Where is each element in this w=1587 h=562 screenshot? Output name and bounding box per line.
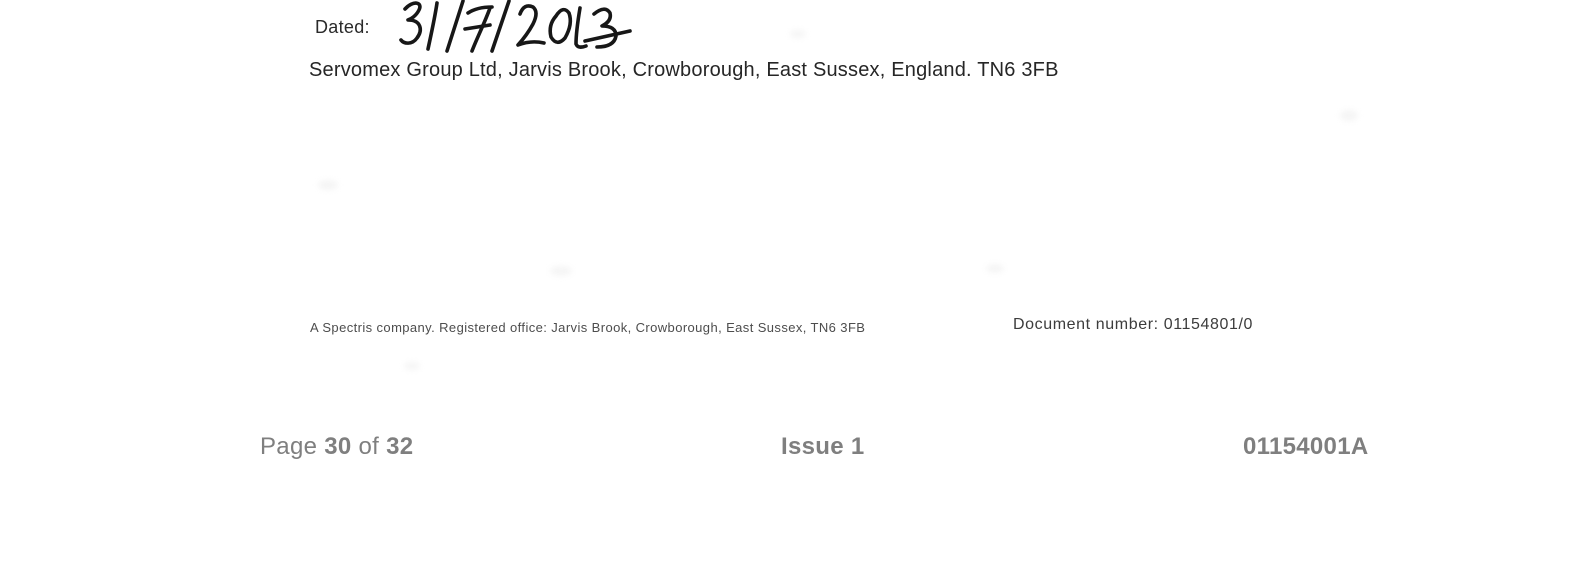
- of-label: of: [358, 433, 380, 460]
- page-indicator: [260, 433, 413, 461]
- scan-smudge: [404, 362, 420, 370]
- document-code: 01154001A: [1243, 433, 1369, 460]
- dated-label: Dated:: [315, 17, 370, 37]
- page-total: 32: [386, 433, 414, 460]
- scan-smudge: [318, 180, 338, 190]
- company-address-line: Servomex Group Ltd, Jarvis Brook, Crowborough, East Sussex, England. TN6 3FB: [309, 59, 1059, 81]
- scan-smudge: [790, 30, 806, 38]
- page-current: 30: [324, 433, 352, 460]
- scan-smudge: [1340, 110, 1358, 121]
- document-number: Document number: 01154801/0: [1013, 316, 1254, 333]
- scan-smudge: [986, 264, 1004, 273]
- registered-office-line: A Spectris company. Registered office: Jarvis Brook, Crowborough, East Sussex, TN6 3FB: [310, 320, 866, 335]
- issue-label: Issue 1: [781, 433, 865, 460]
- handwritten-date: [392, 0, 637, 56]
- scan-smudge: [550, 266, 572, 276]
- page-label: Page: [260, 433, 318, 460]
